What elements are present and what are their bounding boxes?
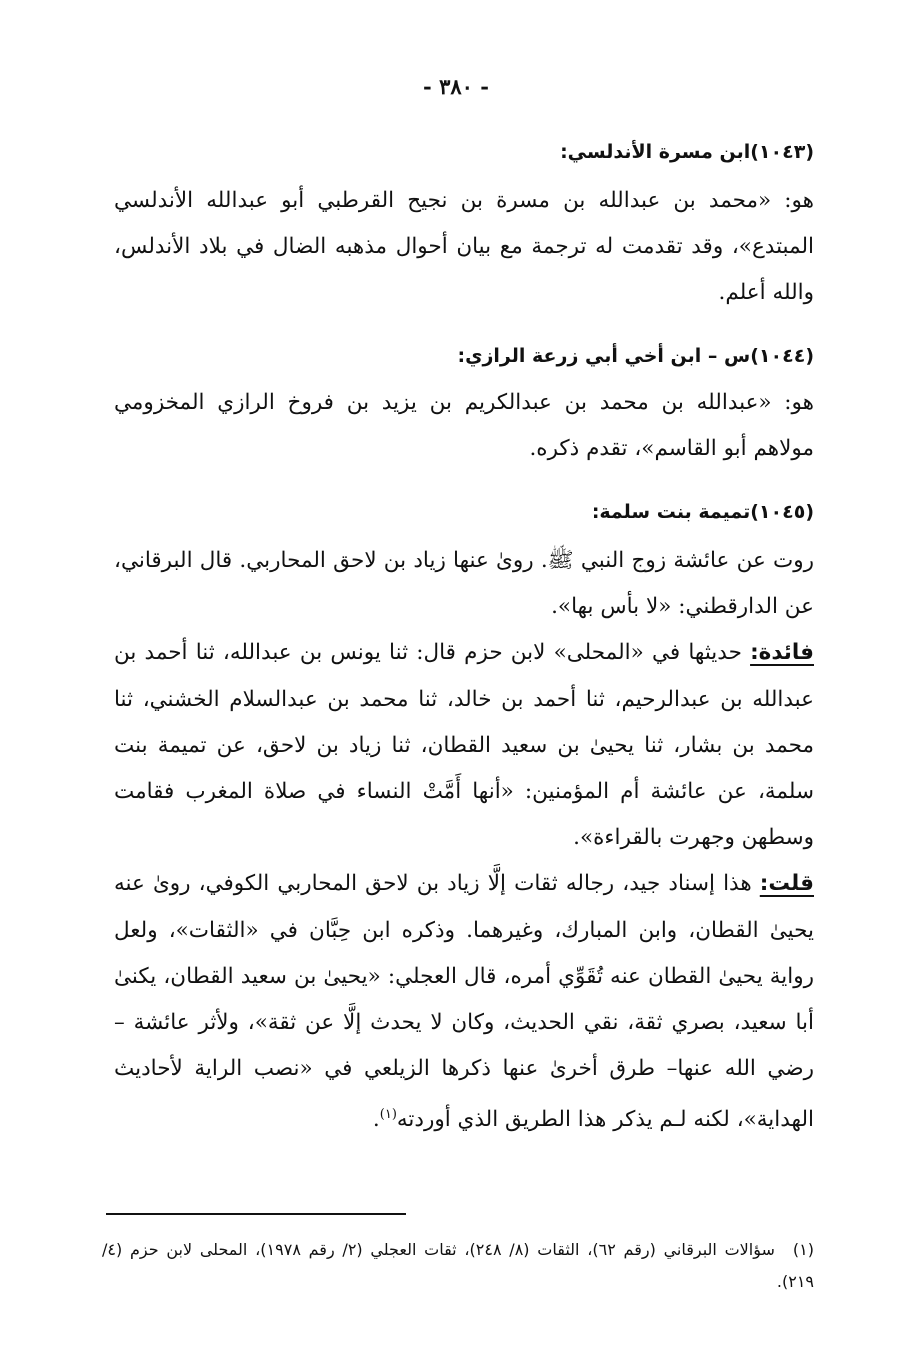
page-number: - ٣٨٠ - [423, 74, 489, 99]
entry-1043 [102, 136, 814, 168]
footnote-ref: (١) [379, 1107, 397, 1123]
entry-heading: (١٠٤٥)تميمة بنت سلمة: [591, 501, 814, 523]
footnote-separator [106, 1213, 406, 1215]
faida-label: فائدة: [750, 640, 814, 666]
entry-1044-body [114, 380, 814, 472]
faida-paragraph [114, 630, 814, 861]
qult-end: . [372, 1107, 380, 1133]
entry-heading: (١٠٤٣)ابن مسرة الأندلسي: [560, 141, 814, 163]
entry-1044 [102, 340, 814, 372]
entry-1043-body [114, 178, 814, 317]
footnote-text: سؤالات البرقاني (رقم ٦٢)، الثقات (٨/ ٢٤٨)، ثقات العجلي (٢/ رقم ١٩٧٨)، المحلى لابن حزم (٤/ ٢١٩). [102, 1240, 814, 1291]
entry-text: هو: «محمد بن عبدالله بن مسرة بن نجيح القرطبي أبو عبدالله الأندلسي المبتدع»، وقد تقدمت له ترجمة مع بيان أحوال مذهبه الضال في بلاد الأندلس، والله أعلم. [114, 188, 814, 306]
footnote-number: (١) [792, 1240, 815, 1259]
qult-label: قلت: [759, 871, 814, 897]
entry-1045 [102, 496, 814, 528]
faida-text: حديثها في «المحلى» لابن حزم قال: ثنا يونس بن عبدالله، ثنا أحمد بن عبدالله بن عبدالرحيم، ثنا أحمد بن خالد، ثنا محمد بن عبدالسلام الخشني، ثنا محمد بن بشار، ثنا يحيىٰ بن سعيد القطان، ثنا زياد بن لاحق، عن تميمة بنت سلمة، عن عائشة أم المؤمنين: «أنها أَمَّتْ النساء في صلاة المغرب فقامت وسطهن وجهرت بالقراءة». [114, 640, 814, 851]
footnote [102, 1234, 814, 1298]
entry-1045-body [114, 538, 814, 1144]
entry-text: روت عن عائشة زوج النبي ﷺ. روىٰ عنها زياد بن لاحق المحاربي. قال البرقاني، عن الدارقطني: «لا بأس بها». [114, 548, 814, 620]
qult-paragraph [114, 861, 814, 1143]
entry-text: هو: «عبدالله بن محمد بن عبدالكريم بن يزيد بن فروخ الرازي المخزومي مولاهم أبو القاسم»، تقدم ذكره. [114, 390, 814, 462]
entry-heading: (١٠٤٤)س – ابن أخي أبي زرعة الرازي: [457, 345, 814, 367]
qult-text: هذا إسناد جيد، رجاله ثقات إلَّا زياد بن لاحق المحاربي الكوفي، روىٰ عنه يحيىٰ القطان، وابن المبارك، وغيرهما. وذكره ابن حِبَّان في «الثقات»، ولعل رواية يحيىٰ القطان عنه تُقَوِّي أمره، قال العجلي: «يحيىٰ بن سعيد القطان، يكنىٰ أبا سعيد، بصري ثقة، نقي الحديث، وكان لا يحدث إلَّا عن ثقة»، ولأثر عائشة –رضي الله عنها– طرق أخرىٰ عنها ذكرها الزيلعي في «نصب الراية لأحاديث الهداية»، لكنه لـم يذكر هذا الطريق الذي أوردته [114, 871, 814, 1133]
